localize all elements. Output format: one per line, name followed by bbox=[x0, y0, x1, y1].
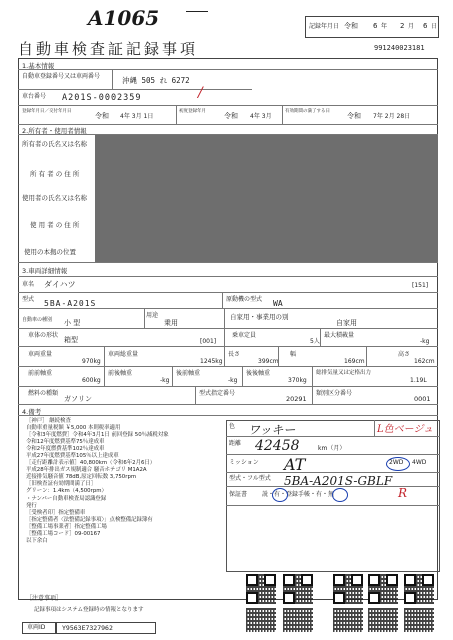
hw-model-label: 型式・フル型式 bbox=[229, 475, 271, 482]
capacity-label: 乗車定員 bbox=[232, 332, 257, 339]
hw-color-note: L色ベージュ bbox=[377, 424, 434, 435]
purpose-label: 自家用・事業用の別 bbox=[230, 313, 289, 321]
fr-label: 前後軸重 bbox=[108, 370, 133, 377]
length-value: 399cm bbox=[258, 358, 279, 365]
qr-code-8 bbox=[333, 608, 363, 632]
engine-value: WA bbox=[273, 299, 283, 308]
purpose-value: 自家用 bbox=[336, 319, 357, 327]
expiry-date: 7年 2月 28日 bbox=[373, 113, 411, 120]
disp-label: 総排気量又は定格出力 bbox=[316, 370, 372, 376]
width-value: 169cm bbox=[344, 358, 365, 365]
class-no-value: 0001 bbox=[414, 395, 431, 403]
sec3-header: 3.車両詳細情報 bbox=[22, 267, 68, 275]
make-value: ダイハツ bbox=[44, 280, 76, 289]
width-label: 幅 bbox=[290, 351, 297, 358]
gross-value: 1245kg bbox=[200, 358, 223, 365]
reg-value: 沖縄 505 れ 6272 bbox=[122, 76, 190, 85]
init-date: 4年 3月 bbox=[250, 113, 272, 120]
hw-color: ワッキー bbox=[248, 423, 296, 437]
rf-label: 後前軸重 bbox=[176, 370, 201, 377]
init-label: 初度登録年月 bbox=[179, 109, 206, 114]
hw-km: 42458 bbox=[255, 438, 300, 454]
height-value: 162cm bbox=[414, 358, 435, 365]
qr-code-9 bbox=[368, 608, 398, 632]
fuel-value: ガソリン bbox=[64, 395, 92, 403]
qr-code-6 bbox=[246, 608, 276, 632]
model-value: 5BA-A201S bbox=[44, 299, 97, 308]
notice-text: 記録事項はシステム登録時の情報となります bbox=[34, 607, 144, 613]
engine-label: 原動機の型式 bbox=[226, 296, 263, 303]
length-label: 長さ bbox=[228, 351, 241, 358]
first-reg-label: 登録年月日／交付年月日 bbox=[22, 109, 72, 114]
rr-value: 370kg bbox=[288, 377, 307, 384]
redaction-block bbox=[95, 135, 438, 262]
rf-value: -kg bbox=[228, 377, 238, 384]
fuel-label: 燃料の種類 bbox=[28, 390, 59, 397]
hw-mission-label: ミッション bbox=[229, 459, 259, 466]
handwritten-id: A1065 bbox=[88, 6, 160, 30]
type-no-label: 型式指定番号 bbox=[199, 390, 236, 397]
model-label: 型式 bbox=[22, 296, 35, 303]
hw-km-unit: km（月） bbox=[318, 445, 346, 452]
hw-color-label: 色 bbox=[229, 423, 236, 430]
init-era: 令和 bbox=[224, 112, 238, 120]
page-title: 自動車検査証記録事項 bbox=[18, 40, 199, 58]
hw-drive: 2WD bbox=[389, 459, 404, 466]
weight-label: 車両重量 bbox=[28, 351, 53, 358]
user-name-label: 使用者の氏名又は名称 bbox=[22, 194, 87, 202]
hw-km-label: 距離 bbox=[229, 440, 242, 447]
expiry-era: 令和 bbox=[347, 112, 361, 120]
rr-label: 後後軸重 bbox=[246, 370, 271, 377]
kind-label: 自動車の種別 bbox=[22, 317, 53, 323]
base-label: 使用の本拠の位置 bbox=[24, 248, 76, 256]
use-label: 用途 bbox=[146, 312, 159, 319]
make-code: [151] bbox=[412, 282, 429, 289]
make-label: 車名 bbox=[22, 281, 35, 288]
record-date-month: 2 bbox=[400, 22, 405, 30]
sec4-header: 4.備考 bbox=[22, 408, 42, 416]
vehicle-id-label: 車両ID bbox=[27, 624, 46, 631]
gross-label: 車両総重量 bbox=[108, 351, 139, 358]
hw-record-text: 説・有・登録手帳・有・無 bbox=[262, 491, 335, 498]
sec1-header: 1.基本情報 bbox=[22, 62, 55, 70]
first-reg-date: 4年 3月 1日 bbox=[120, 113, 154, 120]
type-no-value: 20291 bbox=[286, 395, 307, 403]
record-date-day: 6 bbox=[423, 22, 428, 30]
shape-value: 箱型 bbox=[64, 336, 78, 344]
hw-model: 5BA-A201S-GBLF bbox=[284, 474, 393, 488]
capacity-value: 5人 bbox=[310, 338, 320, 345]
remarks-list: ［神戸］ 継続検査 自動車重量税額 ￥5,000 本則税率適用 ［令和3年度燃費］令和4年3月1日 前回登録 50％減税対象 令和12年度燃費基準75％達成車 令和2年度燃費基準102％達成車 平成27年度燃費基準105％以上達成車 ［走行距離計表示値］40,800km（令和6年2月6日） 平成28年排出ガス規制適合 騒音ホテゴリ M1A2A 近接排気騒音値 78dB,原定回転数 3,750rpm ［旧検査証有効期間満了日］ グリーン：1.4km（4,500rpm） ・ナンバー自動車検査局認識登録 発行 ［受検者印］指定整備車 ［指定整備者〈法整備記録事項〉」点検整備記録簿有 ［整備工場事業者］指定整備工場 ［整備工場コード］09-00167 以下余白 bbox=[26, 418, 169, 544]
height-label: 高さ bbox=[398, 351, 411, 358]
record-date-year: 6 bbox=[373, 22, 378, 30]
first-reg-era: 令和 bbox=[95, 112, 109, 120]
owner-addr-label: 所 有 者 の 住 所 bbox=[30, 170, 80, 178]
scribble-line bbox=[186, 11, 208, 12]
vin-label: 車台番号 bbox=[22, 93, 47, 100]
record-date-label: 記録年月日 bbox=[309, 23, 340, 30]
kind-value: 小 型 bbox=[64, 319, 81, 327]
vehicle-id-value: Y9563E7327962 bbox=[62, 624, 113, 632]
record-circle-2 bbox=[272, 488, 288, 502]
maxload-label: 最大積載量 bbox=[324, 332, 355, 339]
use-value: 乗用 bbox=[164, 319, 178, 327]
vin-value: A201S-0002359 bbox=[62, 93, 142, 103]
hw-extra-mark: R bbox=[398, 486, 408, 500]
qr-code-10 bbox=[404, 608, 434, 632]
weight-value: 970kg bbox=[82, 358, 101, 365]
user-addr-label: 使 用 者 の 住 所 bbox=[30, 221, 80, 229]
notice-header: ［注意事項］ bbox=[26, 595, 63, 602]
record-date-era: 令和 bbox=[344, 22, 358, 30]
sec2-header: 2.所有者・使用者情報 bbox=[22, 127, 87, 135]
expiry-label: 有効期間の満了する日 bbox=[285, 109, 330, 114]
red-check-mark: / bbox=[198, 85, 203, 101]
hw-mission: AT bbox=[284, 455, 306, 474]
hw-record-label: 保証書 bbox=[229, 491, 248, 498]
doc-number: 991240023181 bbox=[374, 44, 425, 52]
fr-value: -kg bbox=[160, 377, 170, 384]
shape-label: 車体の形状 bbox=[28, 332, 59, 339]
class-no-label: 類別区分番号 bbox=[316, 390, 353, 397]
record-circle-1 bbox=[332, 488, 348, 502]
shape-code: [001] bbox=[200, 338, 217, 345]
ff-label: 前前軸重 bbox=[28, 370, 53, 377]
qr-code-7 bbox=[283, 608, 313, 632]
hw-drive-alt: 4WD bbox=[412, 459, 427, 466]
ff-value: 600kg bbox=[82, 377, 101, 384]
reg-label: 自動車登録番号又は車両番号 bbox=[22, 73, 101, 80]
owner-name-label: 所有者の氏名又は名称 bbox=[22, 140, 87, 148]
disp-value: 1.19L bbox=[410, 377, 427, 384]
maxload-value: -kg bbox=[420, 338, 430, 345]
